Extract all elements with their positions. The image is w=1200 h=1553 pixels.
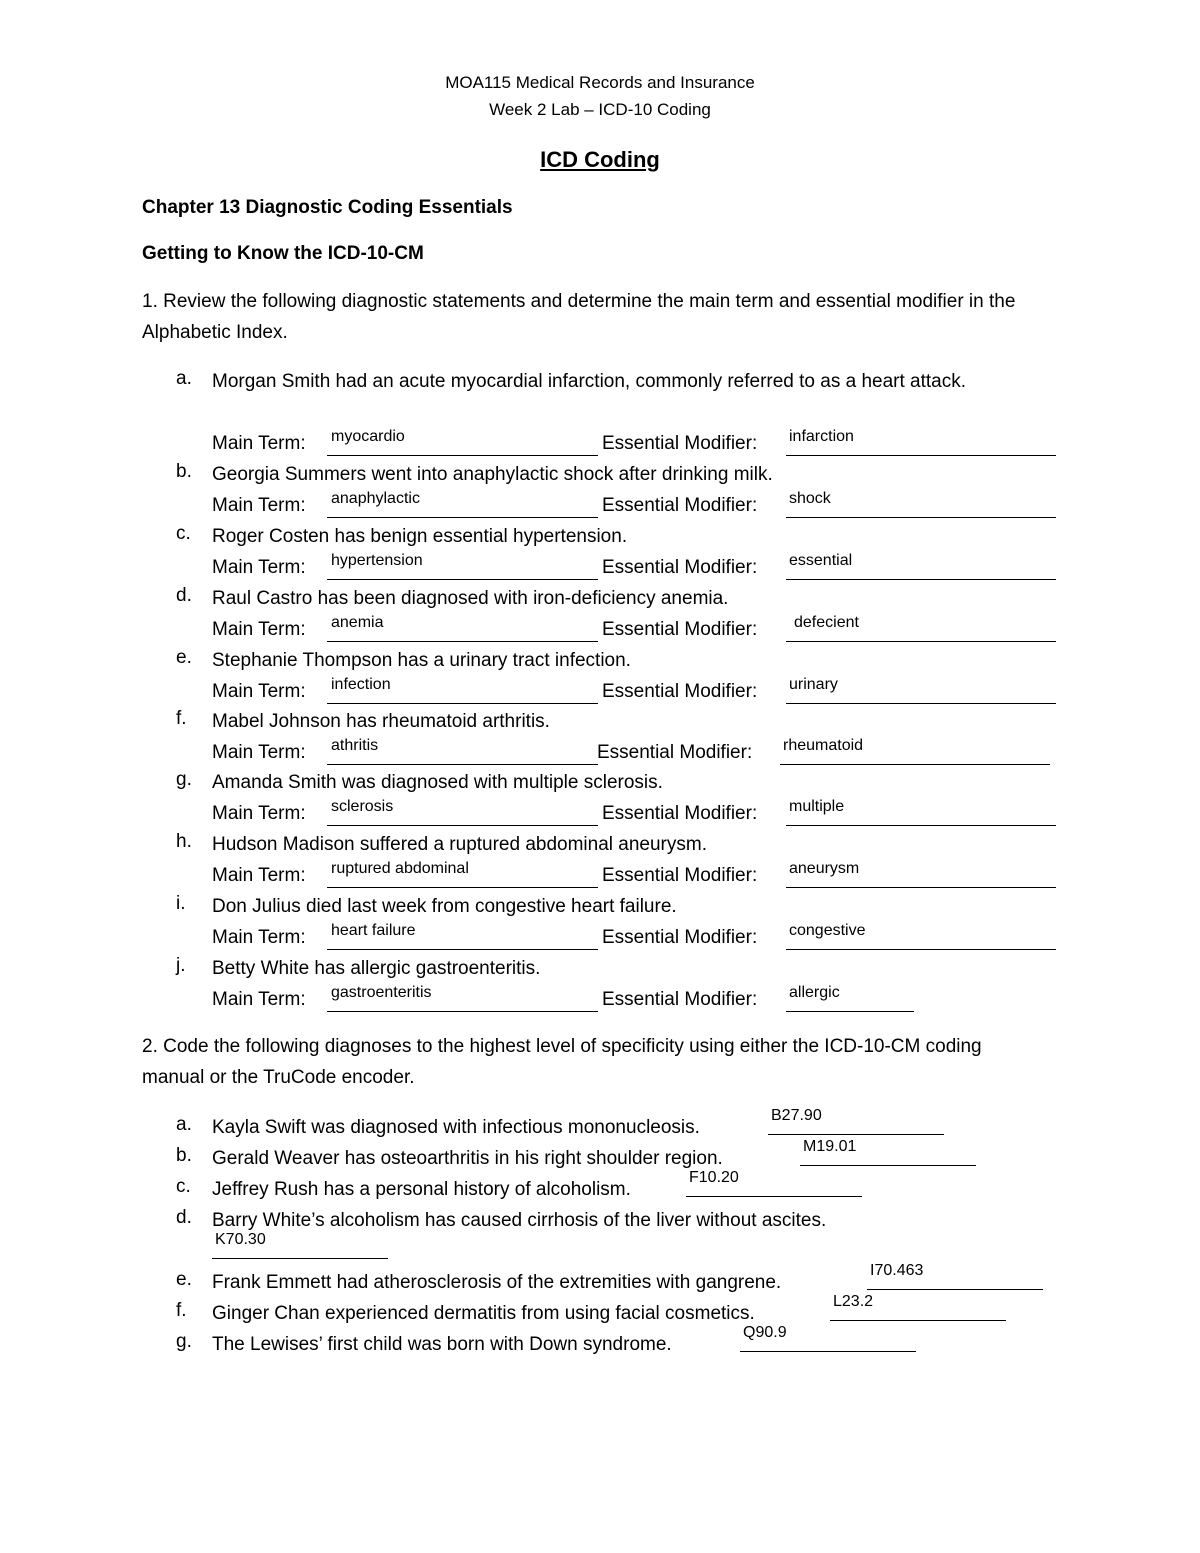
diagnosis-statement: The Lewises’ first child was born with Down syndrome. (212, 1334, 672, 1355)
code-answer-line (768, 1134, 944, 1135)
essential-modifier-label: Essential Modifier: (602, 619, 758, 640)
essential-modifier-answer-line (786, 455, 1056, 456)
diagnostic-statement: Amanda Smith was diagnosed with multiple sclerosis. (212, 772, 663, 793)
essential-modifier-answer[interactable]: congestive (789, 922, 866, 939)
essential-modifier-answer-line (786, 887, 1056, 888)
main-term-answer-line (327, 764, 598, 765)
question-1-prompt: 1. Review the following diagnostic statements and determine the main term and essential modifier in the Alphabetic Index. (142, 291, 1016, 343)
main-term-answer[interactable]: gastroenteritis (331, 984, 432, 1001)
diagnosis-statement: Kayla Swift was diagnosed with infectious mononucleosis. (212, 1117, 700, 1138)
diagnosis-statement: Barry White’s alcoholism has caused cirrhosis of the liver without ascites. (212, 1210, 827, 1231)
code-answer[interactable]: B27.90 (771, 1107, 822, 1124)
essential-modifier-label: Essential Modifier: (602, 803, 758, 824)
diagnostic-statement: Mabel Johnson has rheumatoid arthritis. (212, 711, 550, 732)
item-letter: f. (176, 708, 187, 729)
item-letter: g. (176, 769, 192, 790)
main-term-answer[interactable]: anaphylactic (331, 490, 420, 507)
essential-modifier-answer[interactable]: defecient (794, 614, 859, 631)
item-letter: f. (176, 1300, 187, 1321)
code-answer-line (686, 1196, 862, 1197)
main-term-answer[interactable]: athritis (331, 737, 379, 754)
essential-modifier-answer[interactable]: allergic (789, 984, 840, 1001)
essential-modifier-answer-line (786, 641, 1056, 642)
diagnostic-statement: Betty White has allergic gastroenteritis. (212, 958, 541, 979)
item-letter: a. (176, 1114, 192, 1135)
main-term-answer-line (327, 825, 598, 826)
main-term-label: Main Term: (212, 742, 306, 763)
diagnostic-statement: Georgia Summers went into anaphylactic shock after drinking milk. (212, 464, 773, 485)
essential-modifier-answer[interactable]: multiple (789, 798, 845, 815)
essential-modifier-answer-line (786, 517, 1056, 518)
question-2-prompt: 2. Code the following diagnoses to the highest level of specificity using either the ICD-10-CM coding manual or the TruCode encoder. (142, 1036, 982, 1088)
essential-modifier-answer[interactable]: urinary (789, 676, 838, 693)
diagnostic-statement: Raul Castro has been diagnosed with iron-deficiency anemia. (212, 588, 729, 609)
item-letter: c. (176, 1176, 191, 1197)
main-term-answer-line (327, 455, 598, 456)
diagnosis-statement: Frank Emmett had atherosclerosis of the extremities with gangrene. (212, 1272, 782, 1293)
chapter-heading: Chapter 13 Diagnostic Coding Essentials (142, 197, 513, 218)
main-term-answer-line (327, 641, 598, 642)
main-term-answer[interactable]: infection (331, 676, 391, 693)
essential-modifier-label: Essential Modifier: (602, 865, 758, 886)
essential-modifier-label: Essential Modifier: (602, 433, 758, 454)
code-answer[interactable]: Q90.9 (743, 1324, 787, 1341)
main-term-answer[interactable]: anemia (331, 614, 384, 631)
main-term-answer-line (327, 579, 598, 580)
item-letter: j. (176, 955, 186, 976)
item-letter: a. (176, 368, 192, 389)
main-term-answer-line (327, 703, 598, 704)
code-answer[interactable]: L23.2 (833, 1293, 874, 1310)
diagnosis-statement: Gerald Weaver has osteoarthritis in his right shoulder region. (212, 1148, 723, 1169)
diagnosis-statement: Ginger Chan experienced dermatitis from using facial cosmetics. (212, 1303, 755, 1324)
item-letter: d. (176, 585, 192, 606)
essential-modifier-answer[interactable]: infarction (789, 428, 854, 445)
diagnostic-statement: Morgan Smith had an acute myocardial infarction, commonly referred to as a heart attack. (212, 371, 967, 392)
code-answer-line (740, 1351, 916, 1352)
code-answer-line (800, 1165, 976, 1166)
main-term-label: Main Term: (212, 989, 306, 1010)
item-letter: e. (176, 1269, 192, 1290)
code-answer[interactable]: F10.20 (689, 1169, 739, 1186)
main-term-answer-line (327, 949, 598, 950)
diagnostic-statement: Hudson Madison suffered a ruptured abdominal aneurysm. (212, 834, 707, 855)
essential-modifier-answer[interactable]: rheumatoid (783, 737, 864, 754)
main-term-label: Main Term: (212, 865, 306, 886)
code-answer-line (867, 1289, 1043, 1290)
main-term-answer-line (327, 1011, 598, 1012)
section-subheading: Getting to Know the ICD-10-CM (142, 243, 424, 264)
item-letter: c. (176, 523, 191, 544)
diagnostic-statement: Don Julius died last week from congestive heart failure. (212, 896, 677, 917)
essential-modifier-label: Essential Modifier: (602, 927, 758, 948)
essential-modifier-answer[interactable]: shock (789, 490, 831, 507)
page-title: ICD Coding (540, 147, 660, 172)
code-answer-line (830, 1320, 1006, 1321)
essential-modifier-answer-line (786, 949, 1056, 950)
code-answer[interactable]: M19.01 (803, 1138, 857, 1155)
item-letter: g. (176, 1331, 192, 1352)
essential-modifier-answer-line (786, 579, 1056, 580)
item-letter: b. (176, 1145, 192, 1166)
course-title: MOA115 Medical Records and Insurance (445, 73, 755, 92)
item-letter: i. (176, 893, 186, 914)
code-answer-line (212, 1258, 388, 1259)
essential-modifier-label: Essential Modifier: (602, 495, 758, 516)
main-term-label: Main Term: (212, 433, 306, 454)
essential-modifier-answer-line (786, 1011, 914, 1012)
main-term-answer[interactable]: sclerosis (331, 798, 394, 815)
code-answer[interactable]: I70.463 (870, 1262, 924, 1279)
essential-modifier-answer-line (786, 825, 1056, 826)
essential-modifier-label: Essential Modifier: (602, 681, 758, 702)
main-term-answer[interactable]: heart failure (331, 922, 416, 939)
main-term-label: Main Term: (212, 927, 306, 948)
main-term-answer-line (327, 887, 598, 888)
essential-modifier-label: Essential Modifier: (597, 742, 753, 763)
diagnostic-statement: Roger Costen has benign essential hypertension. (212, 526, 628, 547)
main-term-answer[interactable]: ruptured abdominal (331, 860, 469, 877)
essential-modifier-answer-line (780, 764, 1050, 765)
item-letter: e. (176, 647, 192, 668)
item-letter: d. (176, 1207, 192, 1228)
essential-modifier-answer[interactable]: essential (789, 552, 853, 569)
code-answer[interactable]: K70.30 (215, 1231, 266, 1248)
diagnosis-statement: Jeffrey Rush has a personal history of alcoholism. (212, 1179, 631, 1200)
diagnostic-statement: Stephanie Thompson has a urinary tract infection. (212, 650, 631, 671)
main-term-answer-line (327, 517, 598, 518)
lab-title: Week 2 Lab – ICD-10 Coding (489, 100, 711, 119)
essential-modifier-label: Essential Modifier: (602, 989, 758, 1010)
essential-modifier-label: Essential Modifier: (602, 557, 758, 578)
main-term-label: Main Term: (212, 619, 306, 640)
main-term-label: Main Term: (212, 681, 306, 702)
main-term-label: Main Term: (212, 495, 306, 516)
essential-modifier-answer-line (786, 703, 1056, 704)
main-term-answer[interactable]: hypertension (331, 552, 423, 569)
main-term-label: Main Term: (212, 803, 306, 824)
main-term-label: Main Term: (212, 557, 306, 578)
main-term-answer[interactable]: myocardio (331, 428, 405, 445)
essential-modifier-answer[interactable]: aneurysm (789, 860, 860, 877)
item-letter: b. (176, 461, 192, 482)
item-letter: h. (176, 831, 192, 852)
